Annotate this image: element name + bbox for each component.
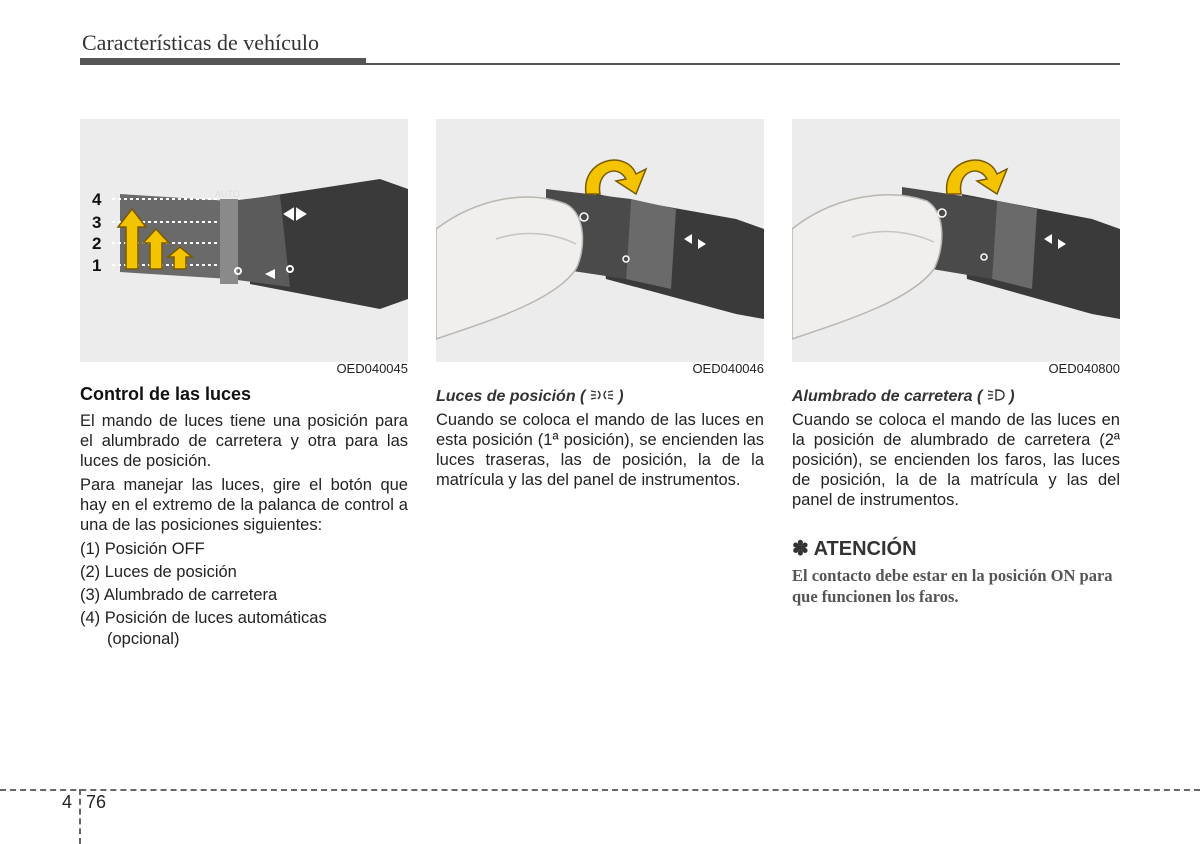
position-label-3: 3 — [92, 213, 102, 232]
section-heading: Control de las luces — [80, 384, 252, 404]
heading-text: Luces de posición ( — [436, 388, 586, 405]
paragraph: Cuando se coloca el mando de las luces en esta posición (1ª posición), se encienden las luces traseras, las de posición, la de la matrícula y las del panel de instrumentos. — [436, 411, 764, 489]
list-item: (2) Luces de posición — [80, 563, 237, 581]
position-label-2: 2 — [92, 234, 102, 253]
column-position-lights — [436, 388, 764, 494]
position-light-icon — [590, 388, 614, 402]
list-item-continuation: (opcional) — [107, 630, 180, 648]
paragraph: Cuando se coloca el mando de las luces en la posición de alumbrado de carretera (2ª posición), se encienden los faros, las luces de posición, la de la matrícula y las del panel de instrumentos. — [792, 411, 1120, 509]
position-label-1: 1 — [92, 256, 102, 275]
list-item — [80, 608, 408, 650]
section-heading — [792, 388, 1120, 406]
attention-text: El contacto debe estar en la posición ON para que funcionen los faros. — [792, 566, 1113, 606]
footer-dashed-rule — [0, 789, 1200, 791]
page-header-title: Características de vehículo — [82, 30, 320, 55]
chapter-number: 4 — [62, 792, 73, 812]
page-number: 76 — [86, 792, 107, 812]
section-heading — [436, 388, 764, 406]
figure-position-lights — [436, 119, 764, 362]
list-item: (1) Posición OFF — [80, 540, 205, 558]
header-rule-thin — [366, 63, 1120, 65]
figure-code: OED040800 — [1048, 361, 1120, 376]
position-label-4: 4 — [92, 190, 102, 209]
heading-text: ) — [618, 388, 624, 405]
heading-text: ) — [1009, 388, 1015, 405]
figure-light-switch-positions — [80, 119, 408, 362]
list-item: (3) Alumbrado de carretera — [80, 586, 278, 604]
list-item-text: (4) Posición de luces automáticas — [80, 609, 327, 627]
paragraph: Para manejar las luces, gire el botón que hay en el extremo de la palanca de control a una de las posiciones siguientes: — [80, 476, 408, 534]
footer-dashed-divider — [79, 789, 81, 844]
header-rule-thick — [80, 58, 366, 65]
figure-code: OED040045 — [336, 361, 408, 376]
figure-headlights — [792, 119, 1120, 362]
attention-heading: ✽ ATENCIÓN — [792, 538, 917, 560]
headlight-icon — [987, 388, 1005, 402]
figure-code: OED040046 — [692, 361, 764, 376]
heading-text: Alumbrado de carretera ( — [792, 388, 983, 405]
column-light-control — [80, 384, 408, 652]
paragraph: El mando de luces tiene una posición para el alumbrado de carretera y otra para las luces de posición. — [80, 412, 408, 470]
column-headlights — [792, 388, 1120, 607]
auto-label: AUTO — [215, 189, 240, 199]
